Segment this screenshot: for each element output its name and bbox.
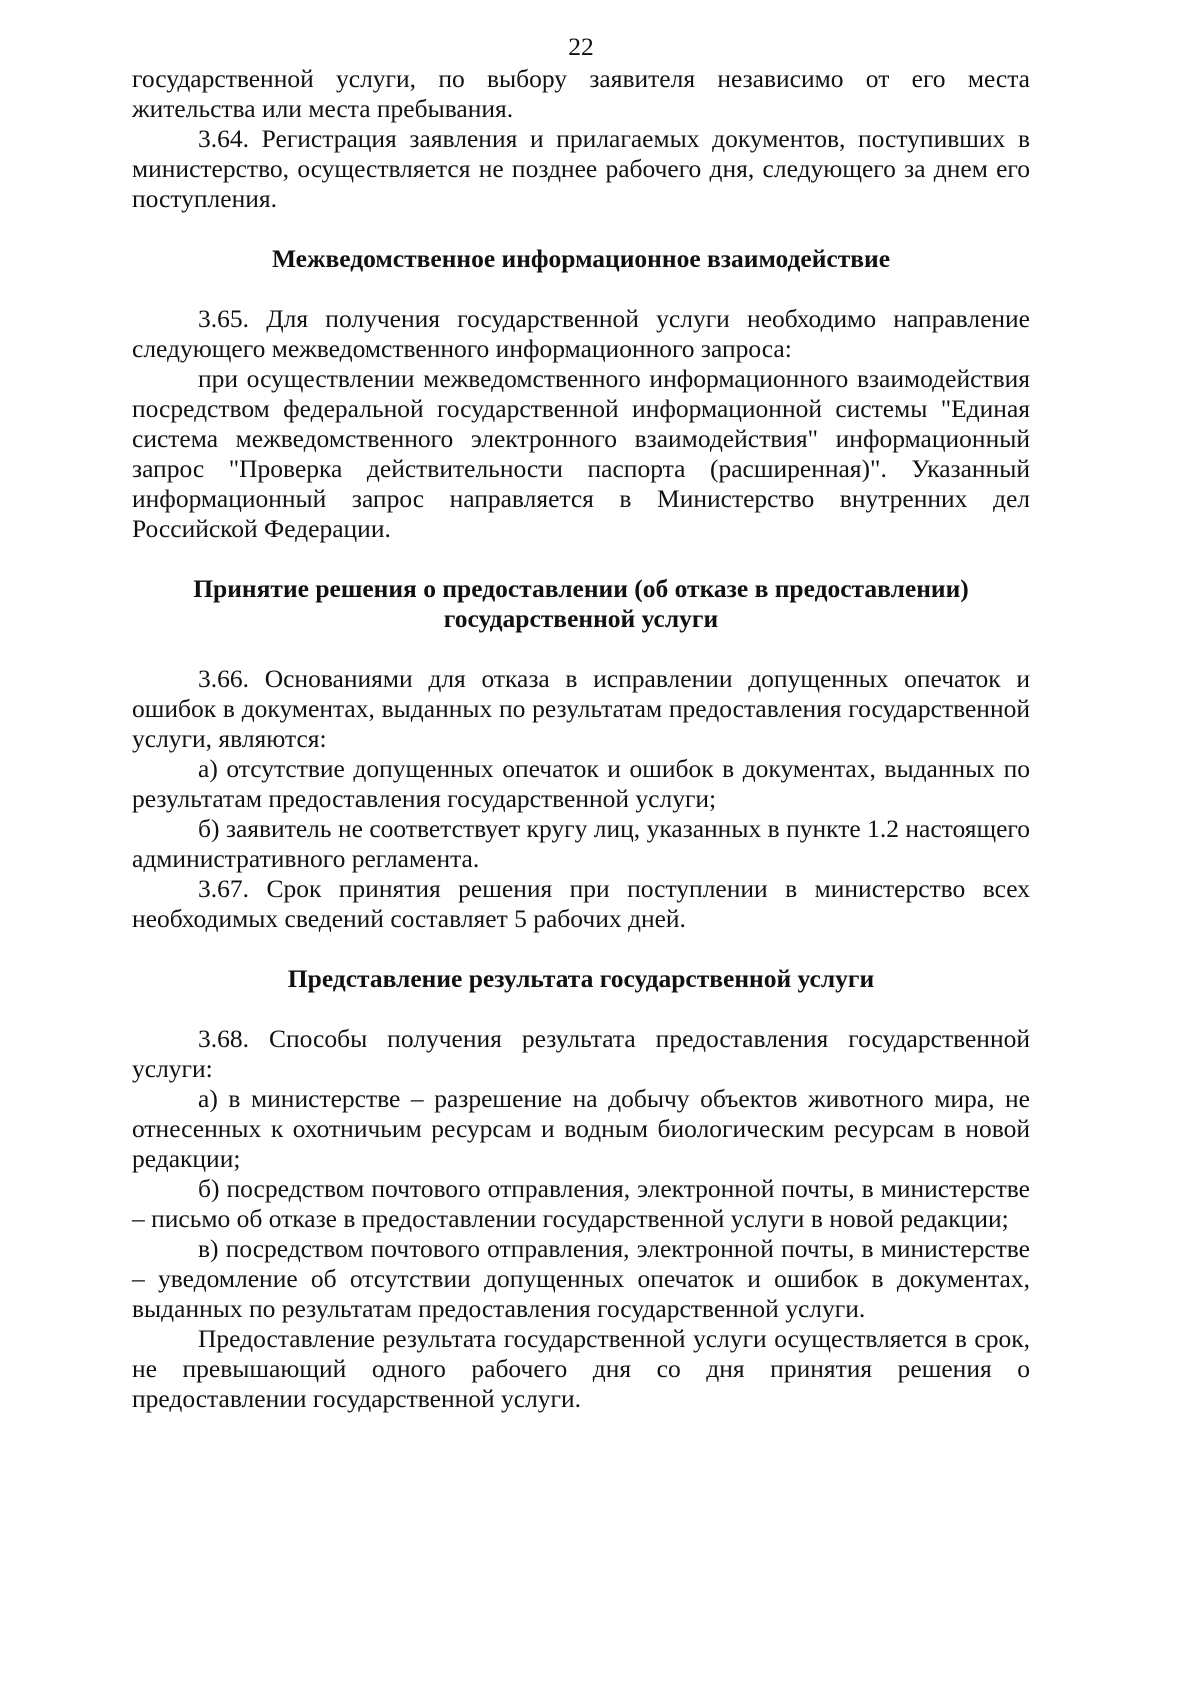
paragraph-3-68-b: б) посредством почтового отправления, электронной почты, в министерстве – письмо об отказе в предоставлении государственной услуги в новой редакции; bbox=[132, 1174, 1030, 1233]
paragraph-result-term: Предоставление результата государственной услуги осуществляется в срок, не превышающий одного рабочего дня со дня принятия решения о предоставлении государственной услуги. bbox=[132, 1324, 1030, 1413]
page-number: 22 bbox=[568, 32, 594, 61]
paragraph-3-65-request: при осуществлении межведомственного информационного взаимодействия посредством федеральной государственной информационной системы "Единая система межведомственного электронного взаимодействия" информационный запрос "Проверка действительности паспорта (расширенная)". Указанный информационный запрос направляется в Министерство внутренних дел Российской Федерации. bbox=[132, 364, 1030, 543]
paragraph-3-68-c: в) посредством почтового отправления, электронной почты, в министерстве – уведомление об отсутствии допущенных опечаток и ошибок в документах, выданных по результатам предоставления государственной услуги. bbox=[132, 1234, 1030, 1323]
section-heading-interagency: Межведомственное информационное взаимодействие bbox=[271, 244, 891, 273]
section-heading-decision: Принятие решения о предоставлении (об отказе в предоставлении) государственной услуги bbox=[193, 574, 969, 633]
document-page bbox=[132, 30, 1030, 1414]
paragraph-3-65: 3.65. Для получения государственной услуги необходимо направление следующего межведомственного информационного запроса: bbox=[132, 304, 1030, 363]
paragraph-3-68: 3.68. Способы получения результата предоставления государственной услуги: bbox=[132, 1024, 1030, 1083]
section-heading-result: Представление результата государственной услуги bbox=[287, 964, 875, 993]
paragraph-3-66-a: а) отсутствие допущенных опечаток и ошибок в документах, выданных по результатам предоставления государственной услуги; bbox=[132, 754, 1030, 813]
paragraph-continuation: государственной услуги, по выбору заявителя независимо от его места жительства или места пребывания. bbox=[132, 64, 1030, 123]
paragraph-3-66: 3.66. Основаниями для отказа в исправлении допущенных опечаток и ошибок в документах, выданных по результатам предоставления государственной услуги, являются: bbox=[132, 664, 1030, 753]
paragraph-3-68-a: а) в министерстве – разрешение на добычу объектов животного мира, не отнесенных к охотничьим ресурсам и водным биологическим ресурсам в новой редакции; bbox=[132, 1084, 1030, 1173]
paragraph-3-66-b: б) заявитель не соответствует кругу лиц, указанных в пункте 1.2 настоящего административного регламента. bbox=[132, 814, 1030, 873]
paragraph-3-67: 3.67. Срок принятия решения при поступлении в министерство всех необходимых сведений составляет 5 рабочих дней. bbox=[132, 874, 1030, 933]
paragraph-3-64: 3.64. Регистрация заявления и прилагаемых документов, поступивших в министерство, осуществляется не позднее рабочего дня, следующего за днем его поступления. bbox=[132, 124, 1030, 213]
